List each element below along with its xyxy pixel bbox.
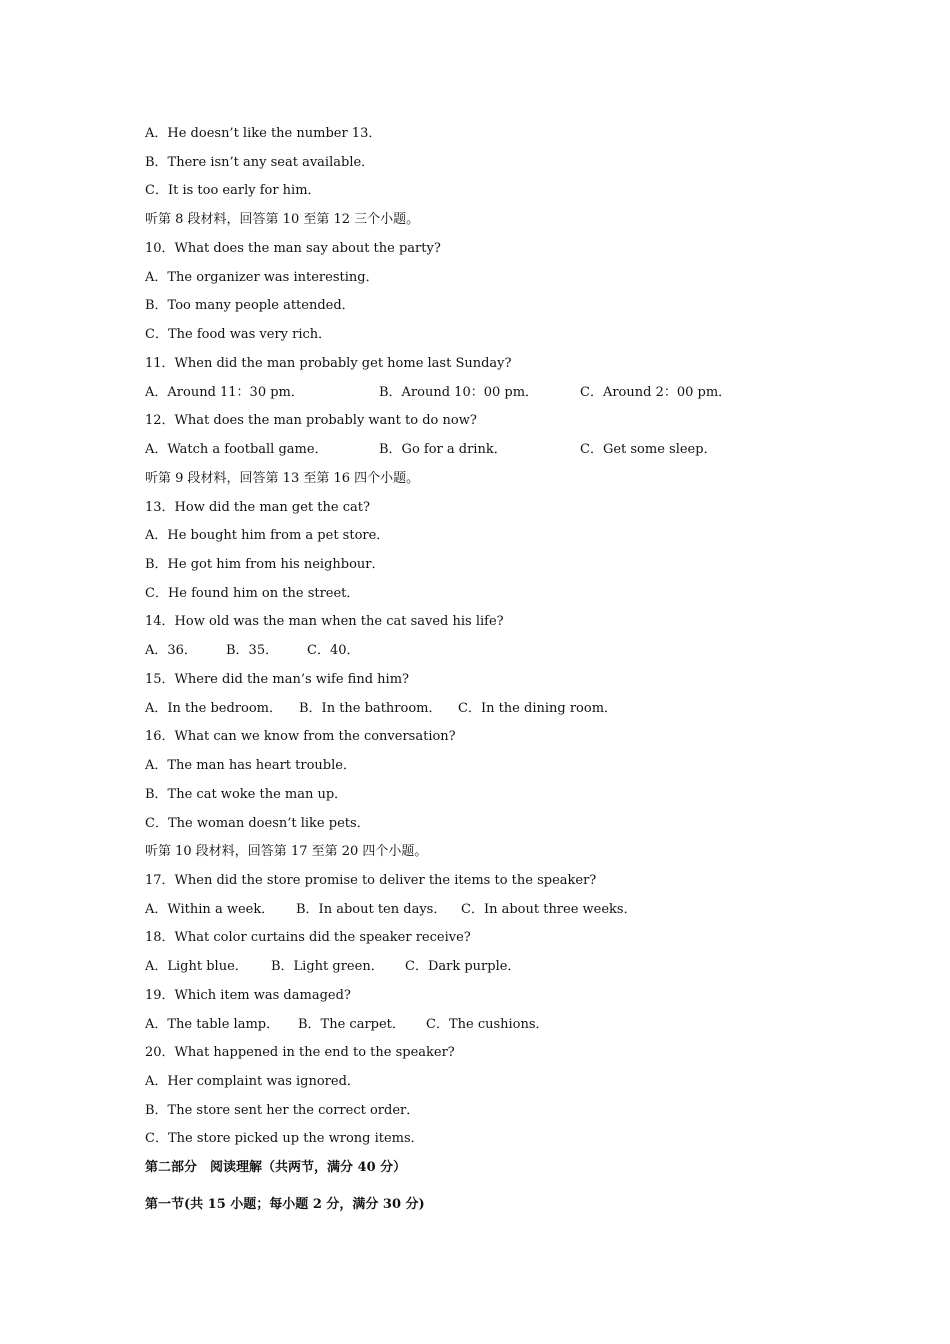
option-line: A．He bought him from a pet store． <box>145 528 390 543</box>
part-heading: 第二部分 阅读理解（共两节，满分 40 分） <box>145 1160 407 1175</box>
option-line: A．The organizer was interesting． <box>145 270 379 285</box>
option-c: C．Around 2：00 pm． <box>580 385 732 400</box>
option-c: C．The cushions． <box>426 1017 549 1032</box>
question-18: 18．What color curtains did the speaker receive? <box>145 930 471 945</box>
option-line: C．He found him on the street． <box>145 586 360 601</box>
option-a: A．Watch a football game． <box>145 442 328 457</box>
option-b: B．35． <box>226 643 279 658</box>
section-heading: 第一节(共 15 小题；每小题 2 分，满分 30 分) <box>145 1197 425 1212</box>
option-line: C．The woman doesn’t like pets． <box>145 816 370 831</box>
section-instruction: 听第 9 段材料，回答第 13 至第 16 四个小题。 <box>145 471 420 486</box>
option-line: A．Her complaint was ignored． <box>145 1074 360 1089</box>
question-17: 17．When did the store promise to deliver the items to the speaker? <box>145 873 597 888</box>
question-14: 14．How old was the man when the cat saved his life? <box>145 614 504 629</box>
option-a: A．In the bedroom． <box>145 701 282 716</box>
option-line: B．The cat woke the man up． <box>145 787 348 802</box>
option-a: A．Around 11：30 pm． <box>145 385 304 400</box>
option-line: C．It is too early for him． <box>145 183 321 198</box>
option-b: B．Light green． <box>271 959 384 974</box>
option-b: B．In the bathroom． <box>299 701 442 716</box>
option-line: A．The man has heart trouble． <box>145 758 356 773</box>
option-b: B．Go for a drink． <box>379 442 507 457</box>
option-a: A．The table lamp． <box>145 1017 280 1032</box>
option-line: B．He got him from his neighbour． <box>145 557 385 572</box>
option-c: C．Dark purple． <box>405 959 521 974</box>
option-line: B．The store sent her the correct order． <box>145 1103 420 1118</box>
option-line: B．Too many people attended． <box>145 298 355 313</box>
question-16: 16．What can we know from the conversation? <box>145 729 456 744</box>
question-11: 11．When did the man probably get home last Sunday? <box>145 356 512 371</box>
question-13: 13．How did the man get the cat? <box>145 500 370 515</box>
section-instruction: 听第 10 段材料，回答第 17 至第 20 四个小题。 <box>145 844 428 859</box>
option-a: A．36． <box>145 643 197 658</box>
question-10: 10．What does the man say about the party? <box>145 241 441 256</box>
option-c: C．Get some sleep． <box>580 442 717 457</box>
question-20: 20．What happened in the end to the speaker? <box>145 1045 455 1060</box>
option-b: B．The carpet． <box>298 1017 405 1032</box>
option-c: C．In about three weeks． <box>461 902 637 917</box>
option-c: C．40． <box>307 643 360 658</box>
question-15: 15．Where did the man’s wife find him? <box>145 672 409 687</box>
question-12: 12．What does the man probably want to do now? <box>145 413 477 428</box>
option-a: A．Light blue． <box>145 959 248 974</box>
option-c: C．In the dining room． <box>458 701 618 716</box>
section-instruction: 听第 8 段材料，回答第 10 至第 12 三个小题。 <box>145 212 420 227</box>
option-b: B．Around 10：00 pm． <box>379 385 539 400</box>
option-b: B．In about ten days． <box>296 902 447 917</box>
question-19: 19．Which item was damaged? <box>145 988 351 1003</box>
option-line: A．He doesn’t like the number 13． <box>145 126 382 141</box>
option-a: A．Within a week． <box>145 902 275 917</box>
option-line: C．The store picked up the wrong items． <box>145 1131 424 1146</box>
option-line: C．The food was very rich． <box>145 327 332 342</box>
option-line: B．There isn’t any seat available． <box>145 155 375 170</box>
